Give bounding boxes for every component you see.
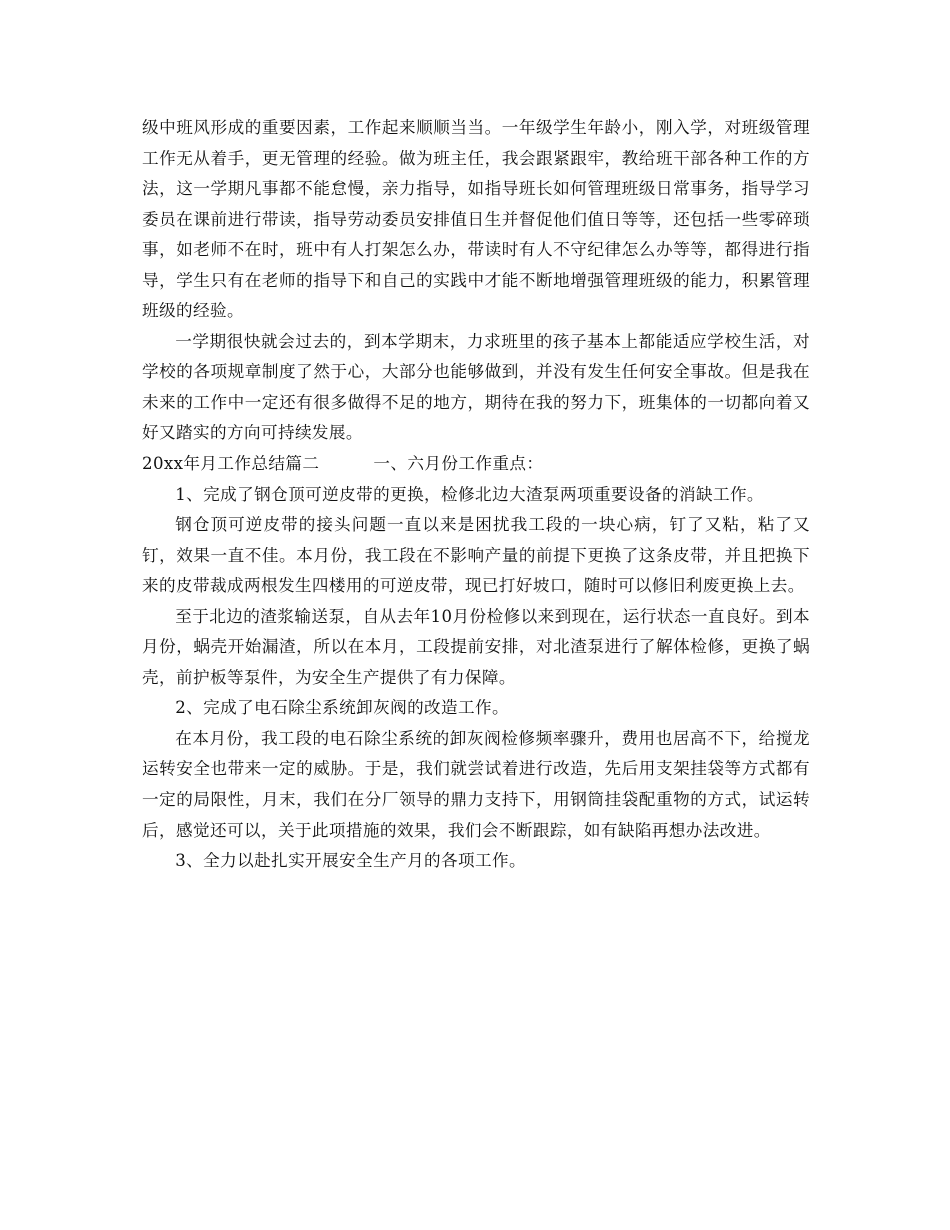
paragraph-5: 至于北边的渣浆输送泵，自从去年10月份检修以来到现在，运行状态一直良好。到本月份，蜗壳开始漏渣，所以在本月，工段提前安排，对北渣泵进行了解体检修，更换了蜗壳，前护板等泵件，为安全生产提供了有力保障。: [142, 606, 810, 687]
section-heading: [142, 449, 810, 480]
document-body: [142, 113, 810, 877]
paragraph-3: 1、完成了钢仓顶可逆皮带的更换，检修北边大渣泵两项重要设备的消缺工作。: [175, 484, 764, 504]
section-title: 20xx年月工作总结篇二: [142, 454, 320, 474]
paragraph-8: 3、全力以赴扎实开展安全生产月的各项工作。: [175, 851, 527, 871]
paragraph-2: 一学期很快就会过去的，到本学期末，力求班里的孩子基本上都能适应学校生活，对学校的各项规章制度了然于心，大部分也能够做到，并没有发生任何安全事故。但是我在未来的工作中一定还有很多做得不足的地方，期待在我的努力下，班集体的一切都向着又好又踏实的方向可持续发展。: [142, 331, 810, 443]
section-subtitle: 一、六月份工作重点：: [373, 454, 544, 474]
paragraph-4: 钢仓顶可逆皮带的接头问题一直以来是困扰我工段的一块心病，钉了又粘，粘了又钉，效果一直不佳。本月份，我工段在不影响产量的前提下更换了这条皮带，并且把换下来的皮带裁成两根发生四楼用的可逆皮带，现已打好坡口，随时可以修旧利废更换上去。: [142, 515, 810, 596]
paragraph-6: 2、完成了电石除尘系统卸灰阀的改造工作。: [175, 698, 510, 718]
paragraph-1: 级中班风形成的重要因素，工作起来顺顺当当。一年级学生年龄小，刚入学，对班级管理工作无从着手，更无管理的经验。做为班主任，我会跟紧跟牢，教给班干部各种工作的方法，这一学期凡事都不能怠慢，亲力指导，如指导班长如何管理班级日常事务，指导学习委员在课前进行带读，指导劳动委员安排值日生并督促他们值日等等，还包括一些零碎琐事，如老师不在时，班中有人打架怎么办，带读时有人不守纪律怎么办等等，都得进行指导，学生只有在老师的指导下和自己的实践中才能不断地增强管理班级的能力，积累管理班级的经验。: [142, 118, 810, 321]
paragraph-7: 在本月份，我工段的电石除尘系统的卸灰阀检修频率骤升，费用也居高不下，给搅龙运转安全也带来一定的威胁。于是，我们就尝试着进行改造，先后用支架挂袋等方式都有一定的局限性，月末，我们在分厂领导的鼎力支持下，用钢筒挂袋配重物的方式，试运转后，感觉还可以，关于此项措施的效果，我们会不断跟踪，如有缺陷再想办法改进。: [142, 728, 810, 840]
